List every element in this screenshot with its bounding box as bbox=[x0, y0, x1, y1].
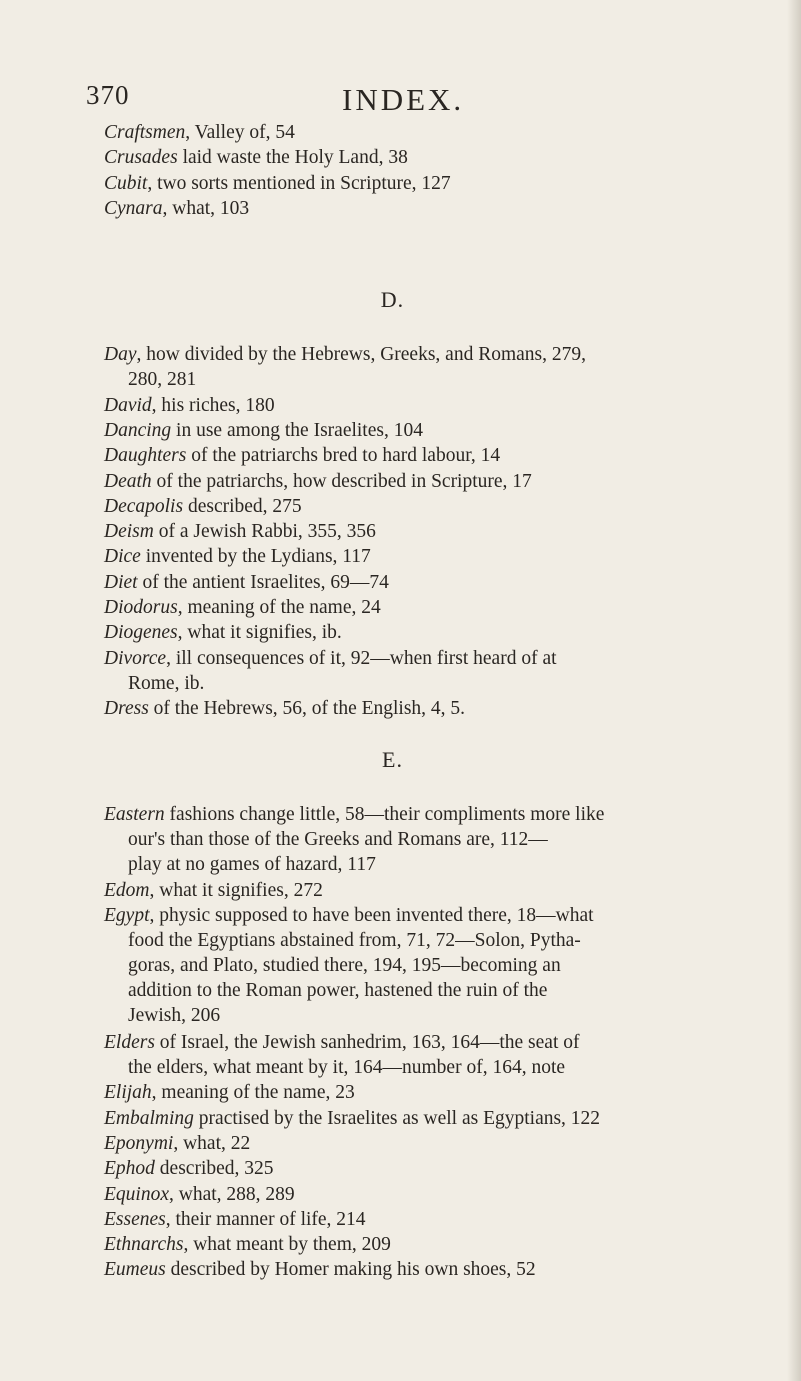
entry-text: described, 325 bbox=[154, 1158, 274, 1180]
index-entry bbox=[104, 342, 764, 392]
entry-continuation: the elders, what meant by it, 164—number of, 164, note bbox=[128, 1056, 566, 1078]
entry-text: of a Jewish Rabbi, 355, 356 bbox=[153, 521, 376, 543]
entry-text: , how divided by the Hebrews, Greeks, and Romans, 279, bbox=[136, 344, 586, 365]
entry-text: , what, 22 bbox=[173, 1132, 251, 1154]
index-entry bbox=[104, 145, 764, 170]
entry-term: Death bbox=[104, 470, 152, 492]
entry-continuation: 280, 281 bbox=[128, 369, 197, 390]
entry-text: , his riches, 180 bbox=[151, 394, 275, 416]
index-entry bbox=[104, 171, 764, 196]
index-entry bbox=[104, 1131, 764, 1156]
entry-term: Day bbox=[104, 344, 137, 365]
entry-term: Ephod bbox=[104, 1158, 155, 1180]
entry-text: of the patriarchs bred to hard labour, 14 bbox=[186, 445, 501, 467]
entry-text: invented by the Lydians, 117 bbox=[140, 546, 371, 568]
entry-term: Ethnarchs bbox=[104, 1234, 184, 1256]
entry-text: of the antient Israelites, 69—74 bbox=[137, 571, 389, 593]
entry-text: in use among the Israelites, 104 bbox=[171, 419, 423, 441]
entry-term: Diet bbox=[104, 571, 138, 593]
entry-continuation: play at no games of hazard, 117 bbox=[128, 854, 376, 875]
entry-text: , what meant by them, 209 bbox=[183, 1234, 391, 1256]
page-edge-shadow bbox=[787, 0, 801, 1381]
entry-term: Dice bbox=[104, 546, 141, 568]
entry-term: Elders bbox=[104, 1031, 155, 1053]
entry-text: , what it signifies, ib. bbox=[177, 622, 342, 644]
entry-text: , Valley of, 54 bbox=[185, 122, 295, 143]
index-entry bbox=[104, 802, 764, 877]
index-entry bbox=[104, 443, 764, 468]
entry-text: , what it signifies, 272 bbox=[149, 879, 323, 901]
entry-term: Decapolis bbox=[104, 495, 184, 517]
entry-text: , physic supposed to have been invented there, 18—what bbox=[149, 905, 594, 927]
entry-continuation: Jewish, 206 bbox=[128, 1005, 221, 1027]
index-entry bbox=[104, 469, 764, 494]
entry-term: Divorce bbox=[104, 647, 167, 669]
index-entry bbox=[104, 595, 764, 620]
entry-text: , meaning of the name, 24 bbox=[177, 597, 381, 618]
section-letter-d bbox=[0, 287, 801, 313]
index-entry bbox=[104, 646, 764, 696]
entry-term: David bbox=[104, 394, 152, 416]
index-entry bbox=[104, 519, 764, 544]
entry-term: Dress bbox=[104, 698, 149, 720]
section-letter-text: E. bbox=[382, 747, 403, 772]
entry-continuation: food the Egyptians abstained from, 71, 72—Solon, Pytha- bbox=[128, 930, 581, 952]
entry-text: , ill consequences of it, 92—when first heard of at bbox=[166, 647, 557, 669]
section-letter-text: D. bbox=[380, 287, 405, 312]
index-entry bbox=[104, 570, 764, 595]
entry-continuation: Rome, ib. bbox=[128, 672, 205, 694]
entry-continuation: goras, and Plato, studied there, 194, 195—becoming an bbox=[128, 955, 561, 977]
entry-text: of the patriarchs, how described in Scripture, 17 bbox=[151, 470, 532, 492]
entry-text: of the Hebrews, 56, of the English, 4, 5. bbox=[148, 698, 466, 720]
entry-text: laid waste the Holy Land, 38 bbox=[177, 147, 408, 169]
entry-text: fashions change little, 58—their compliments more like bbox=[164, 804, 605, 825]
page-number: 370 bbox=[86, 80, 130, 110]
entry-term: Daughters bbox=[104, 445, 187, 467]
index-entry bbox=[104, 1156, 764, 1181]
index-entry bbox=[104, 903, 764, 1028]
running-title: INDEX. bbox=[342, 82, 465, 117]
index-entry bbox=[104, 1182, 764, 1207]
entry-text: , what, 103 bbox=[162, 197, 250, 219]
entry-continuation: our's than those of the Greeks and Romans are, 112— bbox=[128, 829, 548, 850]
index-entry bbox=[104, 696, 764, 721]
index-entry bbox=[104, 620, 764, 645]
index-entry bbox=[104, 1030, 764, 1080]
index-entry bbox=[104, 393, 764, 418]
entry-text: , what, 288, 289 bbox=[168, 1183, 295, 1205]
index-entry bbox=[104, 120, 764, 145]
entry-term: Crusades bbox=[104, 147, 178, 169]
entry-text: described, 275 bbox=[183, 495, 302, 517]
entry-term: Deism bbox=[104, 521, 154, 543]
index-entry bbox=[104, 1207, 764, 1232]
entry-text: of Israel, the Jewish sanhedrim, 163, 164—the seat of bbox=[154, 1031, 580, 1053]
entry-continuation: addition to the Roman power, hastened the ruin of the bbox=[128, 980, 548, 1002]
index-entry bbox=[104, 418, 764, 443]
index-entry bbox=[104, 544, 764, 569]
index-entry bbox=[104, 1232, 764, 1257]
entry-term: Craftsmen bbox=[104, 122, 186, 143]
section-letter-e bbox=[0, 747, 801, 773]
entry-term: Equinox bbox=[104, 1183, 169, 1205]
entry-term: Eumeus bbox=[104, 1259, 166, 1281]
entry-term: Embalming bbox=[104, 1107, 194, 1129]
entry-term: Diodorus bbox=[104, 597, 178, 618]
entry-text: , meaning of the name, 23 bbox=[151, 1082, 355, 1104]
entry-term: Egypt bbox=[104, 905, 150, 927]
index-entry bbox=[104, 494, 764, 519]
running-header bbox=[0, 80, 801, 120]
entry-text: practised by the Israelites as well as Egyptians, 122 bbox=[193, 1107, 601, 1129]
entry-text: , two sorts mentioned in Scripture, 127 bbox=[147, 172, 451, 194]
entry-term: Cynara bbox=[104, 197, 163, 219]
entry-term: Eponymi bbox=[104, 1132, 174, 1154]
index-entry bbox=[104, 1106, 764, 1131]
entry-text: , their manner of life, 214 bbox=[165, 1208, 366, 1230]
entry-term: Eastern bbox=[104, 804, 165, 825]
entry-term: Dancing bbox=[104, 419, 172, 441]
index-entry bbox=[104, 1080, 764, 1105]
entry-term: Essenes bbox=[104, 1208, 166, 1230]
entry-term: Diogenes bbox=[104, 622, 178, 644]
index-entry bbox=[104, 1257, 764, 1282]
entry-term: Edom bbox=[104, 879, 150, 901]
entry-text: described by Homer making his own shoes, 52 bbox=[165, 1259, 536, 1281]
entry-term: Elijah bbox=[104, 1082, 152, 1104]
index-entry bbox=[104, 878, 764, 903]
entry-term: Cubit bbox=[104, 172, 148, 194]
index-entry bbox=[104, 196, 764, 221]
